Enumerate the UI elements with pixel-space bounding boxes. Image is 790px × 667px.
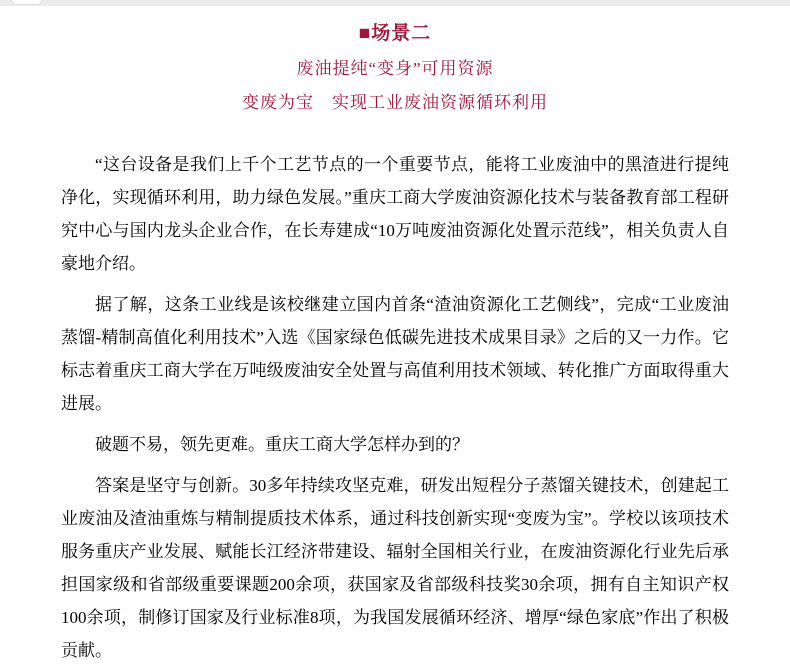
article-paragraph: 答案是坚守与创新。30多年持续攻坚克难，研发出短程分子蒸馏关键技术，创建起工业废油及渣油重炼与精制提质技术体系，通过科技创新实现“变废为宝”。学校以该项技术服务重庆产业发展、赋能长江经济带建设、辐射全国相关行业，在废油资源化行业先后承担国家级和省部级重要课题200余项，获国家及省部级科技奖30余项，拥有自主知识产权100余项，制修订国家及行业标准8项，为我国发展循环经济、增厚“绿色家底”作出了积极贡献。	[61, 476, 729, 660]
article-subtitle-1: 废油提纯“变身”可用资源	[296, 59, 494, 78]
section-heading: ■场景二	[358, 23, 432, 44]
article-subtitle-2: 变废为宝 实现工业废油资源循环利用	[242, 93, 548, 112]
article-paragraph: 破题不易，领先更难。重庆工商大学怎样办到的？	[95, 435, 469, 454]
article-paragraph: 据了解，这条工业线是该校继建立国内首条“渣油资源化工艺侧线”，完成“工业废油蒸馏-精制高值化利用技术”入选《国家绿色低碳先进技术成果目录》之后的又一力作。它标志着重庆工商大学在万吨级废油安全处置与高值利用技术领域、转化推广方面取得重大进展。	[61, 295, 729, 413]
top-bar	[0, 0, 790, 6]
article-paragraph: “这台设备是我们上千个工艺节点的一个重要节点，能将工业废油中的黑渣进行提纯净化，实现循环利用，助力绿色发展。”重庆工商大学废油资源化技术与装备教育部工程研究中心与国内龙头企业合作，在长寿建成“10万吨废油资源化处置示范线”，相关负责人自豪地介绍。	[61, 155, 729, 273]
topbar-button-fragment	[11, 0, 42, 5]
article-body	[61, 148, 729, 667]
article	[61, 6, 729, 667]
